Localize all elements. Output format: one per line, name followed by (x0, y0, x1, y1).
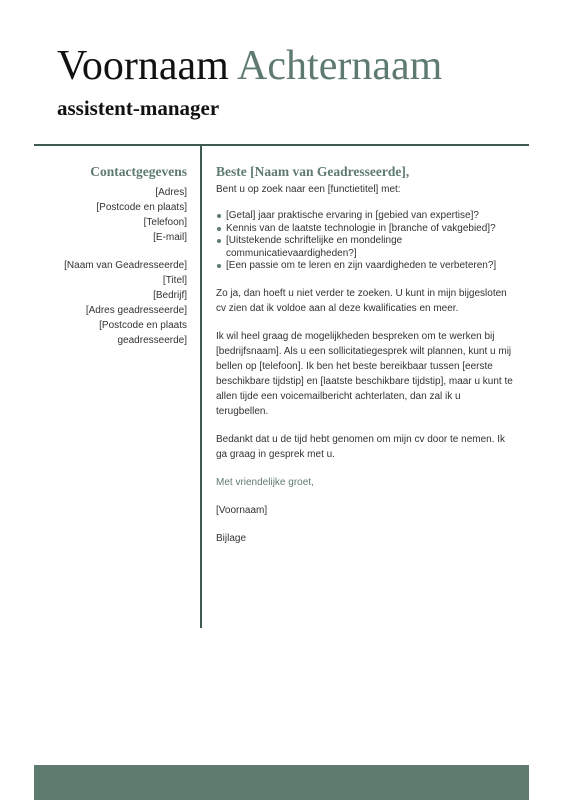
sender-address: [Adres] (155, 187, 187, 198)
recipient-name: [Naam van Geadresseerde] (64, 260, 187, 271)
list-item: [Een passie om te leren en zijn vaardigheden te verbeteren?] (216, 260, 514, 273)
closing: Met vriendelijke groet, (216, 476, 314, 488)
list-item: [Uitstekende schriftelijke en mondelinge communicatievaardigheden?] (216, 235, 514, 260)
letter-paragraph: Zo ja, dan hoeft u niet verder te zoeken. U kunt in mijn bijgesloten cv zien dat ik voldoe aan al deze kwalificaties en meer. (216, 287, 507, 314)
applicant-name (57, 40, 442, 92)
enclosure: Bijlage (216, 532, 247, 544)
recipient-address: [Adres geadresseerde] (85, 305, 187, 316)
letter-paragraph: Bedankt dat u de tijd hebt genomen om mijn cv door te nemen. Ik ga graag in gesprek met u. (216, 433, 506, 460)
recipient-title: [Titel] (162, 275, 187, 286)
letter-paragraph: Ik wil heel graag de mogelijkheden bespreken om te werken bij [bedrijfsnaam]. Als u een sollicitatiegesprek wilt plannen, kunt u mij bellen op [telefoon]. Ik ben het beste bereikbaar tussen [eerste beschikbare tijdstip] en [laatste beschikbare tijdstip], maar u kunt te allen tijde een voicemailbericht achterlaten, dan zal ik u terugbellen. (216, 330, 513, 417)
first-name: Voornaam (57, 43, 229, 89)
sender-postal-city: [Postcode en plaats] (96, 202, 187, 213)
contact-heading: Contactgegevens (90, 164, 187, 179)
sender-email: [E-mail] (153, 232, 187, 243)
recipient-company: [Bedrijf] (153, 290, 187, 301)
signature: [Voornaam] (216, 504, 268, 516)
letter-intro: Bent u op zoek naar een [functietitel] met: (216, 184, 401, 195)
last-name: Achternaam (237, 43, 443, 89)
recipient-postal-city: [Postcode en plaats geadresseerde] (99, 320, 187, 346)
contact-column (27, 164, 187, 348)
header-divider (34, 144, 529, 146)
sender-phone: [Telefoon] (143, 217, 187, 228)
qualification-list (216, 210, 514, 273)
letter-body (216, 163, 514, 559)
job-title: assistent-manager (57, 96, 220, 120)
salutation: Beste [Naam van Geadresseerde], (216, 164, 410, 179)
column-divider (200, 146, 202, 628)
list-item: Kennis van de laatste technologie in [branche of vakgebied]? (216, 223, 514, 236)
footer-bar (34, 765, 529, 800)
list-item: [Getal] jaar praktische ervaring in [gebied van expertise]? (216, 210, 514, 223)
